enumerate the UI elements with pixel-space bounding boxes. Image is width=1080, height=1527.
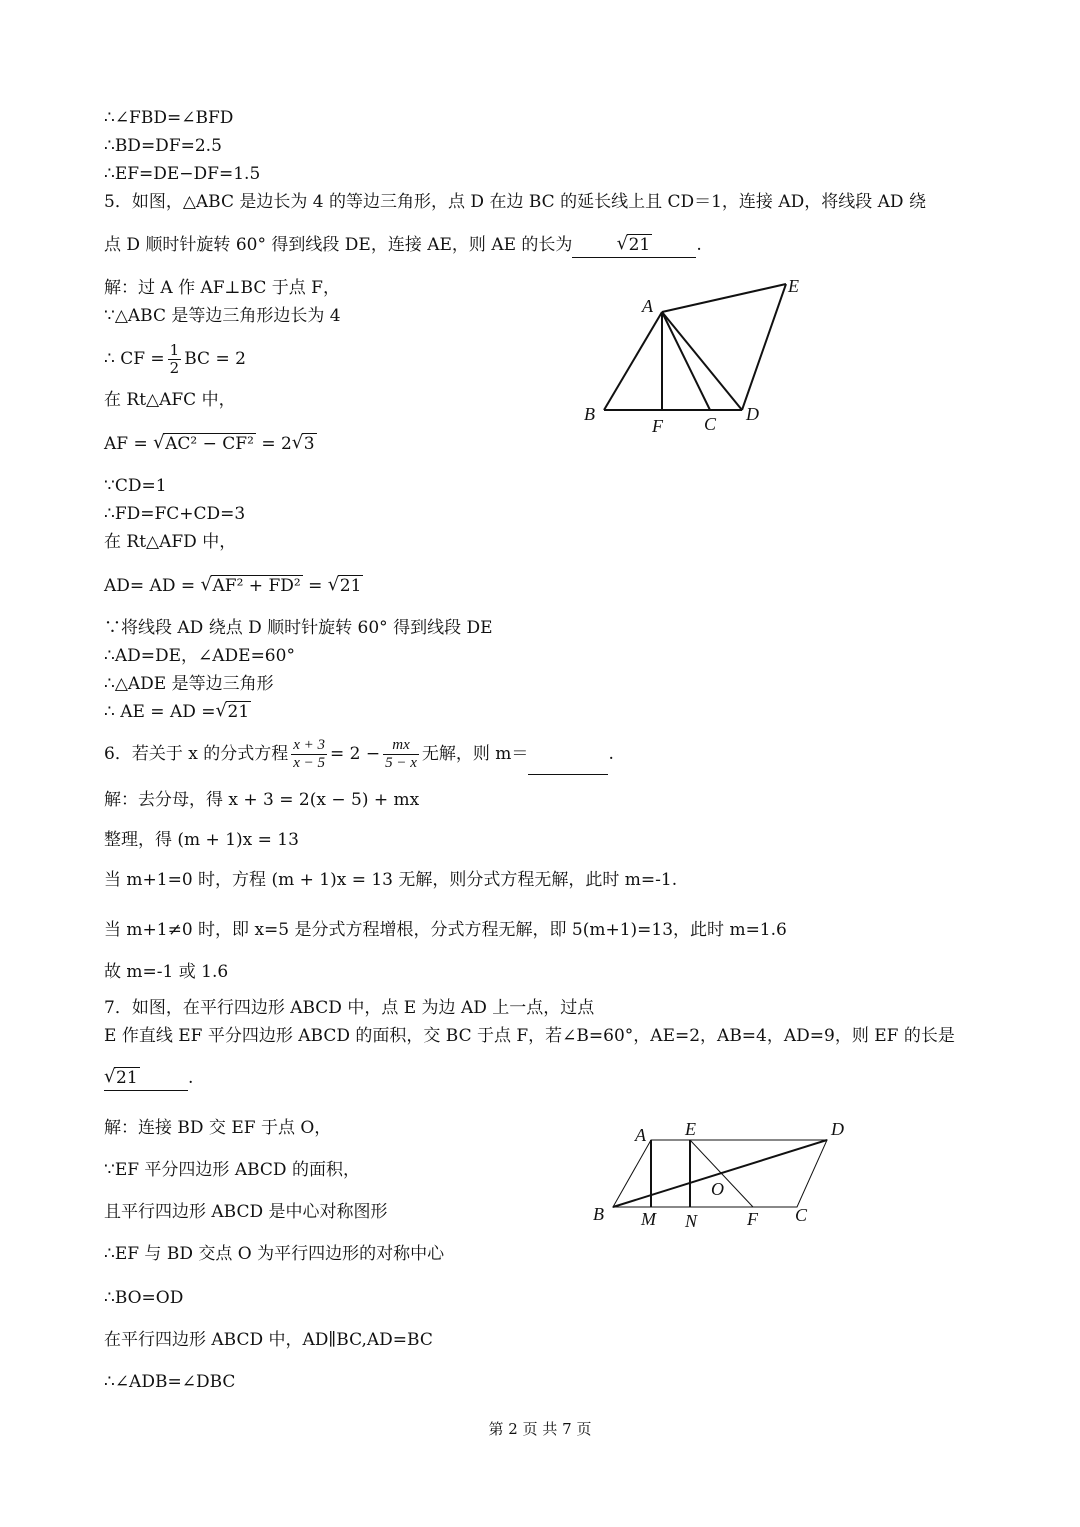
question-6-text: 6．若关于 x 的分式方程 $\frac{x + 3}{x - 5}$ = 2 − $\frac{mx}{5 - x}$ 无解，则 m＝ . <box>104 734 614 775</box>
sqrt-expression: √ AF² + FD² <box>200 574 301 596</box>
solution-line: 在 Rt△AFC 中， <box>104 390 236 410</box>
solution-line: 解：去分母，得 x + 3 = 2(x − 5) + mx <box>104 790 420 810</box>
q5-prompt: 点 D 顺时针旋转 60° 得到线段 DE，连接 AE，则 AE 的长为 <box>104 235 573 255</box>
sqrt-expression: √ 21 <box>616 233 651 255</box>
label-o: O <box>711 1179 724 1199</box>
segment-ae <box>662 284 786 312</box>
q6-answer-blank <box>528 734 608 775</box>
q5-answer-blank <box>572 233 696 258</box>
solution-line: ∴∠ADB=∠DBC <box>104 1372 236 1392</box>
solution-line: ∴ CF = $\frac{1}{2}$ BC = 2 <box>104 341 246 377</box>
label-b: B <box>593 1204 604 1224</box>
label-c: C <box>795 1205 808 1225</box>
question-7-text-2: E 作直线 EF 平分四边形 ABCD 的面积，交 BC 于点 F，若∠B=60°，AE=2，AB=4，AD=9，则 EF 的长是 <box>104 1026 955 1046</box>
sqrt-expression: √ 3 <box>291 432 315 454</box>
solution-line: ∴FD=FC+CD=3 <box>104 504 246 524</box>
sqrt-expression: √ AC² − CF² <box>153 432 254 454</box>
label-d: D <box>831 1119 844 1139</box>
solution-line: ∵△ABC 是等边三角形边长为 4 <box>104 306 341 326</box>
solution-line: ∴EF=DE−DF=1.5 <box>104 164 261 184</box>
question-7-answer: √ 21 . <box>104 1066 193 1091</box>
solution-line: ∴BO=OD <box>104 1288 184 1308</box>
question-5-text: 5．如图，△ABC 是边长为 4 的等边三角形，点 D 在边 BC 的延长线上且 CD＝1，连接 AD，将线段 AD 绕 <box>104 192 926 212</box>
solution-line: AD= AD = √ AF² + FD² = √ 21 <box>104 574 362 596</box>
fraction: $\frac{mx}{5 - x}$ <box>385 737 417 771</box>
q7-answer-blank <box>104 1066 188 1091</box>
solution-line: 在 Rt△AFD 中， <box>104 532 237 552</box>
label-a: A <box>635 1125 646 1145</box>
question-7-text: 7．如图，在平行四边形 ABCD 中，点 E 为边 AD 上一点，过点 <box>104 998 595 1018</box>
question-5-text-2: 点 D 顺时针旋转 60° 得到线段 DE，连接 AE，则 AE 的长为 √ 21 . <box>104 233 702 258</box>
solution-line: 解：过 A 作 AF⊥BC 于点 F， <box>104 278 340 298</box>
label-f: F <box>747 1209 758 1229</box>
label-b: B <box>584 404 595 424</box>
solution-line: ∴ AE = AD = √ 21 <box>104 700 250 722</box>
label-m: M <box>641 1209 656 1229</box>
label-d: D <box>746 404 759 424</box>
label-e: E <box>685 1119 696 1139</box>
solution-line: AF = √ AC² − CF² = 2 √ 3 <box>104 432 315 454</box>
sqrt-expression: √ 21 <box>327 574 362 596</box>
solution-line: 当 m+1≠0 时，即 x=5 是分式方程增根，分式方程无解，即 5(m+1)=13，此时 m=1.6 <box>104 920 787 940</box>
solution-line: ∵将线段 AD 绕点 D 顺时针旋转 60° 得到线段 DE <box>104 618 493 638</box>
solution-line: ∴BD=DF=2.5 <box>104 136 222 156</box>
label-a: A <box>642 296 653 316</box>
solution-line: ∴∠FBD=∠BFD <box>104 108 234 128</box>
label-c: C <box>704 414 717 434</box>
segment-de <box>742 284 786 410</box>
solution-line: 故 m=-1 或 1.6 <box>104 962 229 982</box>
triangle-figure <box>580 270 820 440</box>
segment-ab <box>604 312 662 410</box>
solution-line: 整理，得 (m + 1)x = 13 <box>104 830 299 850</box>
fraction: $\frac{x + 3}{x - 5}$ <box>293 737 325 771</box>
solution-line: ∵EF 平分四边形 ABCD 的面积， <box>104 1160 360 1180</box>
solution-line: 在平行四边形 ABCD 中，AD∥BC,AD=BC <box>104 1330 433 1350</box>
parallelogram-figure <box>585 1115 855 1235</box>
sqrt-expression: √ 21 <box>215 700 250 722</box>
sqrt-expression: √ 21 <box>104 1066 138 1088</box>
solution-line: ∴△ADE 是等边三角形 <box>104 674 274 694</box>
label-f: F <box>652 416 663 436</box>
solution-line: ∵CD=1 <box>104 476 167 496</box>
solution-line: 解：连接 BD 交 EF 于点 O， <box>104 1118 332 1138</box>
page-footer: 第 2 页 共 7 页 <box>488 1420 592 1438</box>
solution-line: 当 m+1=0 时，方程 (m + 1)x = 13 无解，则分式方程无解，此时 m=-1. <box>104 870 678 890</box>
fraction: $\frac{1}{2}$ <box>169 341 180 377</box>
solution-line: ∴EF 与 BD 交点 O 为平行四边形的对称中心 <box>104 1244 445 1264</box>
label-n: N <box>685 1211 698 1231</box>
label-e: E <box>788 276 799 296</box>
solution-line: 且平行四边形 ABCD 是中心对称图形 <box>104 1202 388 1222</box>
solution-line: ∴AD=DE，∠ADE=60° <box>104 646 295 666</box>
